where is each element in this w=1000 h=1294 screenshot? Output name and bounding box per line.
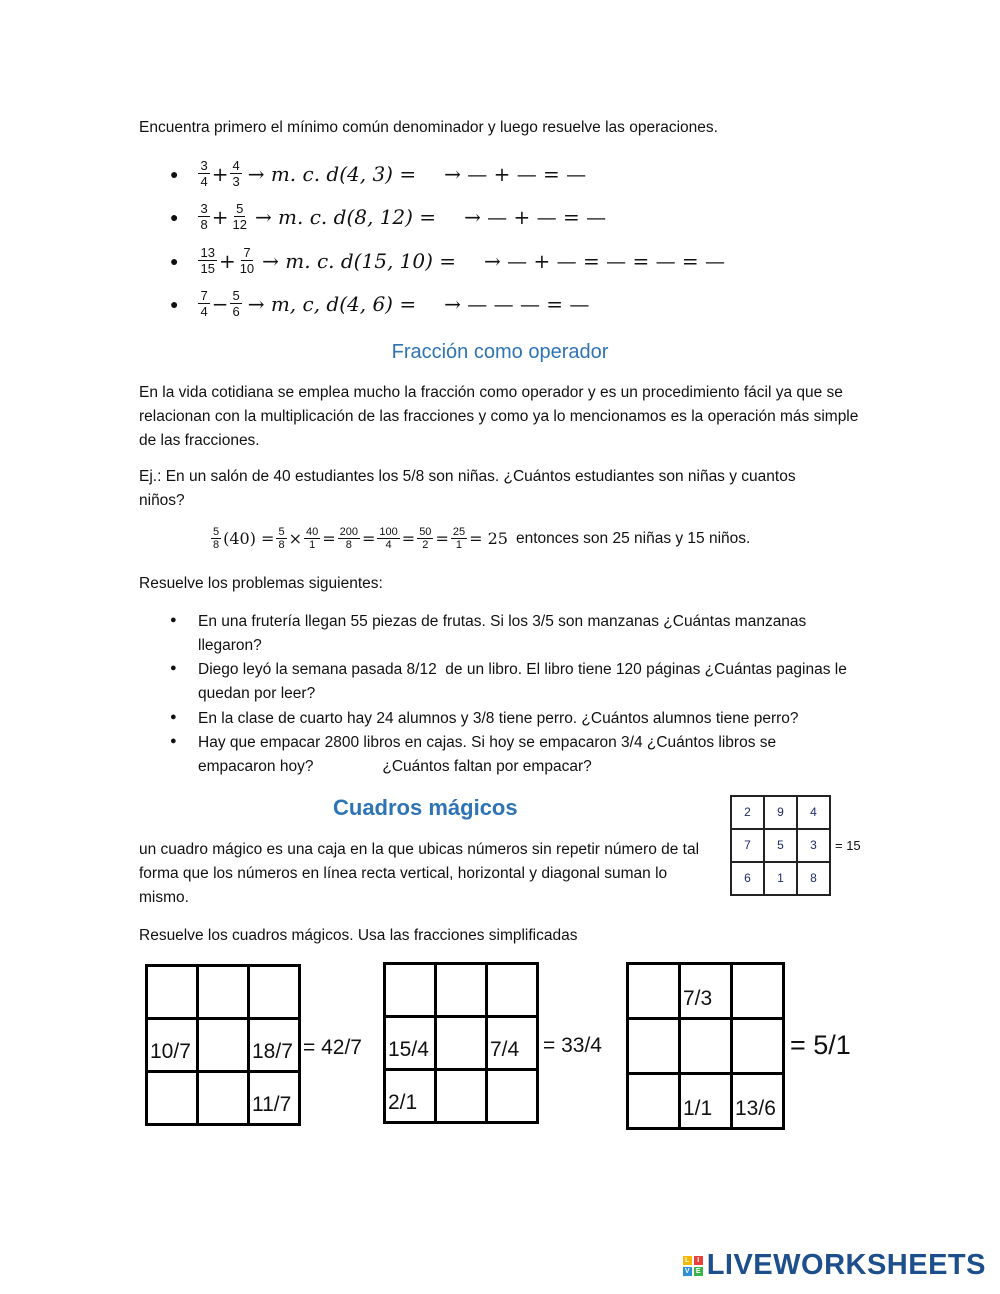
bullet-icon: ● — [170, 165, 179, 182]
magic-cell-blank[interactable] — [434, 1068, 488, 1124]
magic-cell-blank[interactable] — [145, 1070, 199, 1126]
liveworksheets-logo — [683, 1249, 986, 1282]
square1-sum: = 42/7 — [303, 1036, 362, 1059]
eq-frac-3: $\frac{200}{8}$ — [339, 526, 359, 551]
magic-cell-given: 15/4 — [383, 1015, 437, 1071]
bullet-icon: ● — [170, 711, 177, 723]
eq-frac-2: $\frac{40}{1}$ — [306, 526, 319, 551]
example-conclusion: entonces son 25 niñas y 15 niños. — [515, 529, 751, 547]
magic-cell-blank[interactable] — [730, 962, 785, 1020]
example-cell: 7 — [730, 828, 765, 863]
answer-blank[interactable] — [416, 165, 444, 183]
magic-cell-blank[interactable] — [626, 1072, 681, 1130]
magic-cell-given: 18/7 — [247, 1017, 301, 1073]
operation-row: ● $\frac{13}{15}$ + $\frac{7}{10}$ → m. c. d(15, 10) = → — + — = — = — = — — [170, 245, 726, 276]
fraction-a: $\frac{3}{4}$ — [200, 158, 208, 189]
intro-text: Encuentra primero el mínimo común denominador y luego resuelve las operaciones. — [139, 119, 718, 136]
magic-cell-given: 10/7 — [145, 1017, 199, 1073]
problem-item: En una frutería llegan 55 piezas de frutas. Si los 3/5 son manzanas ¿Cuántas manzanas llegaron? — [198, 613, 811, 654]
bullet-icon: ● — [170, 252, 179, 269]
eq-frac-5: $\frac{50}{2}$ — [419, 526, 432, 551]
operation-row: ● $\frac{7}{4}$ − $\frac{5}{6}$ → m, c, d(4, 6) = → — — — = — — [170, 288, 590, 319]
fraction-b: $\frac{5}{6}$ — [232, 288, 240, 319]
magic-cell-blank[interactable] — [678, 1017, 733, 1075]
problem-item: Diego leyó la semana pasada 8/12 de un libro. El libro tiene 120 páginas ¿Cuántas paginas le quedan por leer? — [198, 661, 852, 702]
square3-sum: = 5/1 — [790, 1030, 851, 1060]
section-title-cuadros: Cuadros mágicos — [333, 795, 518, 820]
magic-cell-blank[interactable] — [247, 964, 301, 1020]
section-title-operador: Fracción como operador — [391, 341, 609, 363]
operador-paragraph: En la vida cotidiana se emplea mucho la fracción como operador y es un procedimiento fácil ya que se relacionan con la multiplicación de las fracciones y como ya lo mencionamos es la operación más simple de las fracciones. — [139, 384, 859, 449]
bullet-icon: ● — [170, 208, 179, 225]
magic-cell-blank[interactable] — [196, 964, 250, 1020]
answer-blank[interactable] — [456, 252, 484, 270]
magic-cell-blank[interactable] — [626, 962, 681, 1020]
answer-blank[interactable] — [416, 295, 444, 313]
fraction-b: $\frac{7}{10}$ — [239, 245, 255, 276]
eq-frac-6: $\frac{25}{1}$ — [452, 526, 466, 551]
square2-sum: = 33/4 — [543, 1034, 602, 1057]
magic-cell-given: 13/6 — [730, 1072, 785, 1130]
magic-cell-blank[interactable] — [434, 962, 488, 1018]
problems-intro: Resuelve los problemas siguientes: — [139, 575, 383, 592]
magic-cell-blank[interactable] — [730, 1017, 785, 1075]
mcd-expression: → m, c, d(4, 6) = — [247, 291, 417, 316]
example-cell: 3 — [796, 828, 831, 863]
result-expression: → — — — = — — [444, 291, 590, 316]
magic-cell-blank[interactable] — [485, 1068, 539, 1124]
magic-cell-blank[interactable] — [434, 1015, 488, 1071]
example-equation: $\frac{5}{8}$ (40) = $\frac{5}{8}$ × $\frac{40}{1}$ = $\frac{200}{8}$ = $\frac{100}{4}$ = $\frac{50}{2}$ = $\frac{25}{1}$ = 25 entonces son 25 niñas y 15 niños. — [213, 526, 751, 551]
magic-cell-given: 1/1 — [678, 1072, 733, 1130]
magic-cell-given: 2/1 — [383, 1068, 437, 1124]
logo-text: LIVEWORKSHEETS — [706, 1249, 986, 1281]
cuadros-paragraph: un cuadro mágico es una caja en la que ubicas números sin repetir número de tal forma que los números en línea recta vertical, horizontal y diagonal suman lo mismo. — [139, 841, 700, 906]
magic-cell-blank[interactable] — [196, 1017, 250, 1073]
example-cell: 6 — [730, 861, 765, 896]
magic-cell-given: 7/3 — [678, 962, 733, 1020]
example-cell: 5 — [763, 828, 798, 863]
fraction-a: $\frac{13}{15}$ — [200, 245, 215, 276]
example-cell: 1 — [763, 861, 798, 896]
example-cell: 2 — [730, 795, 765, 830]
fraction-a: $\frac{7}{4}$ — [200, 288, 208, 319]
fraction-a: $\frac{3}{8}$ — [200, 201, 208, 232]
eq-frac-0: $\frac{5}{8}$ — [213, 526, 220, 551]
problem-item: En la clase de cuarto hay 24 alumnos y 3/8 tiene perro. ¿Cuántos alumnos tiene perro? — [198, 710, 799, 727]
mcd-expression: → m. c. d(8, 12) = — [254, 204, 437, 229]
magic-cell-blank[interactable] — [145, 964, 199, 1020]
magic-cell-given: 11/7 — [247, 1070, 301, 1126]
example-text: Ej.: En un salón de 40 estudiantes los 5/8 son niñas. ¿Cuántos estudiantes son niñas y cuantos niños? — [139, 468, 796, 509]
magic-cell-blank[interactable] — [383, 962, 437, 1018]
magic-cell-blank[interactable] — [626, 1017, 681, 1075]
example-sum: = 15 — [835, 838, 861, 853]
mcd-expression: → m. c. d(4, 3) = — [247, 161, 417, 186]
magic-cell-blank[interactable] — [196, 1070, 250, 1126]
magic-cell-blank[interactable] — [485, 962, 539, 1018]
bullet-icon: ● — [170, 614, 177, 626]
eq-frac-1: $\frac{5}{8}$ — [278, 526, 285, 551]
fraction-b: $\frac{4}{3}$ — [232, 158, 240, 189]
operation-row: ● $\frac{3}{8}$ + $\frac{5}{12}$ → m. c. d(8, 12) = → — + — = — — [170, 201, 607, 232]
logo-mark-icon: L I V E — [683, 1256, 703, 1276]
bullet-icon: ● — [170, 735, 177, 747]
operation-row: ● $\frac{3}{4}$ + $\frac{4}{3}$ → m. c. d(4, 3) = → — + — = — — [170, 158, 587, 189]
cuadros-instruction: Resuelve los cuadros mágicos. Usa las fracciones simplificadas — [139, 927, 578, 944]
magic-cell-given: 7/4 — [485, 1015, 539, 1071]
bullet-icon: ● — [170, 662, 177, 674]
answer-blank[interactable] — [436, 208, 464, 226]
problem-item: Hay que empacar 2800 libros en cajas. Si hoy se empacaron 3/4 ¿Cuántos libros se empacaron hoy? ¿Cuántos faltan por empacar? — [198, 734, 781, 775]
result-expression: → — + — = — = — = — — [484, 248, 726, 273]
result-expression: → — + — = — — [464, 204, 607, 229]
example-cell: 8 — [796, 861, 831, 896]
example-cell: 9 — [763, 795, 798, 830]
result-expression: → — + — = — — [444, 161, 587, 186]
example-cell: 4 — [796, 795, 831, 830]
fraction-b: $\frac{5}{12}$ — [232, 201, 247, 232]
mcd-expression: → m. c. d(15, 10) = — [262, 248, 457, 273]
bullet-icon: ● — [170, 295, 179, 312]
eq-frac-4: $\frac{100}{4}$ — [379, 526, 398, 551]
